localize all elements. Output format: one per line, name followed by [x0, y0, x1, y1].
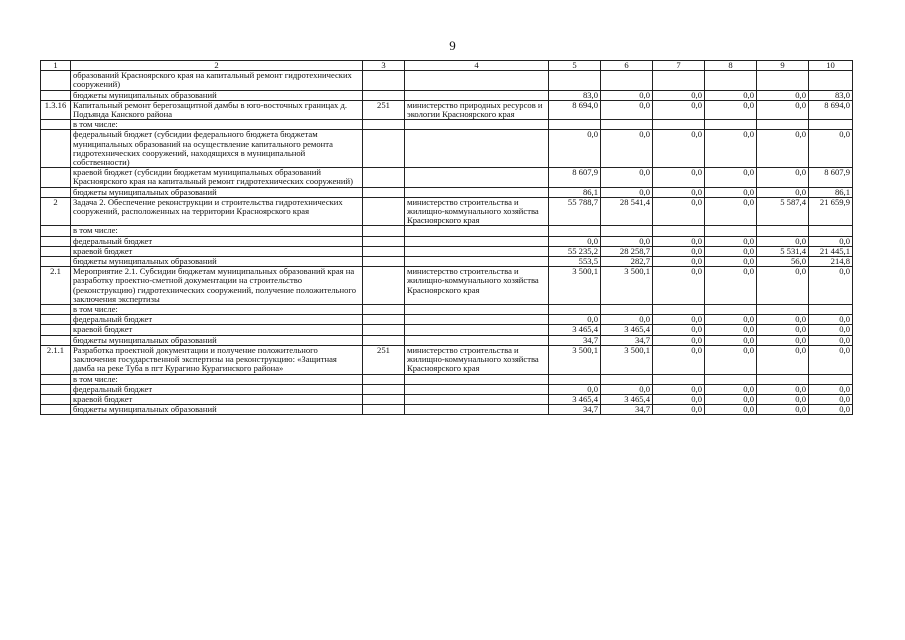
row-code-cell: [363, 305, 405, 315]
row-name-cell: федеральный бюджет: [71, 384, 363, 394]
header-cell: 10: [809, 61, 853, 71]
row-value-cell: 0,0: [653, 168, 705, 187]
row-code-cell: [363, 187, 405, 197]
row-number-cell: [41, 257, 71, 267]
row-value-cell: 0,0: [653, 197, 705, 226]
row-value-cell: 0,0: [757, 130, 809, 168]
row-value-cell: 0,0: [757, 100, 809, 119]
row-value-cell: [653, 374, 705, 384]
table-row: [41, 345, 853, 374]
row-value-cell: 0,0: [809, 236, 853, 246]
header-row: [41, 61, 853, 71]
row-value-cell: [705, 120, 757, 130]
row-value-cell: 553,5: [549, 257, 601, 267]
row-value-cell: 0,0: [809, 345, 853, 374]
row-value-cell: 28 541,4: [601, 197, 653, 226]
row-value-cell: 0,0: [757, 90, 809, 100]
row-value-cell: [757, 305, 809, 315]
row-code-cell: [363, 197, 405, 226]
row-value-cell: 21 445,1: [809, 246, 853, 256]
row-value-cell: 0,0: [809, 405, 853, 415]
row-executor-cell: [405, 71, 549, 90]
row-value-cell: 0,0: [705, 168, 757, 187]
row-value-cell: 3 500,1: [601, 267, 653, 305]
row-executor-cell: [405, 120, 549, 130]
header-cell: 8: [705, 61, 757, 71]
row-value-cell: 0,0: [705, 257, 757, 267]
row-value-cell: 3 500,1: [601, 345, 653, 374]
row-name-cell: Капитальный ремонт берегозащитной дамбы в юго-восточных границах д. Подъянда Канского района: [71, 100, 363, 119]
row-name-cell: бюджеты муниципальных образований: [71, 90, 363, 100]
table-row: [41, 187, 853, 197]
row-value-cell: 3 465,4: [549, 325, 601, 335]
row-number-cell: [41, 187, 71, 197]
row-value-cell: 86,1: [809, 187, 853, 197]
row-number-cell: [41, 236, 71, 246]
table-row: [41, 394, 853, 404]
row-name-cell: федеральный бюджет: [71, 315, 363, 325]
row-value-cell: 0,0: [653, 100, 705, 119]
row-value-cell: [601, 71, 653, 90]
row-value-cell: [705, 71, 757, 90]
row-value-cell: 8 694,0: [549, 100, 601, 119]
row-number-cell: 2.1: [41, 267, 71, 305]
row-value-cell: 0,0: [809, 267, 853, 305]
row-code-cell: [363, 246, 405, 256]
row-value-cell: 0,0: [705, 384, 757, 394]
row-value-cell: 0,0: [705, 236, 757, 246]
row-value-cell: 0,0: [705, 267, 757, 305]
row-value-cell: 0,0: [653, 394, 705, 404]
row-value-cell: 56,0: [757, 257, 809, 267]
row-name-cell: в том числе:: [71, 226, 363, 236]
row-number-cell: [41, 90, 71, 100]
row-value-cell: 55 788,7: [549, 197, 601, 226]
row-value-cell: 83,0: [549, 90, 601, 100]
row-executor-cell: [405, 405, 549, 415]
row-executor-cell: [405, 90, 549, 100]
header-cell: 1: [41, 61, 71, 71]
row-code-cell: 251: [363, 345, 405, 374]
row-value-cell: 0,0: [757, 405, 809, 415]
row-value-cell: 0,0: [653, 130, 705, 168]
header-cell: 7: [653, 61, 705, 71]
row-value-cell: 5 531,4: [757, 246, 809, 256]
row-number-cell: [41, 120, 71, 130]
row-name-cell: Разработка проектной документации и получение положительного заключения государственной экспертизы на реконструкцию: «Защитная дамба на реке Туба в пгт Курагино Курагинского района»: [71, 345, 363, 374]
row-value-cell: [809, 374, 853, 384]
row-value-cell: 8 607,9: [809, 168, 853, 187]
header-cell: 2: [71, 61, 363, 71]
row-value-cell: 0,0: [705, 187, 757, 197]
row-value-cell: 0,0: [705, 90, 757, 100]
row-code-cell: [363, 130, 405, 168]
row-value-cell: 0,0: [809, 130, 853, 168]
row-value-cell: 34,7: [601, 335, 653, 345]
row-value-cell: 8 607,9: [549, 168, 601, 187]
row-value-cell: 0,0: [653, 325, 705, 335]
row-code-cell: [363, 394, 405, 404]
row-number-cell: 2: [41, 197, 71, 226]
page-number: 9: [449, 38, 456, 53]
row-executor-cell: [405, 394, 549, 404]
table-row: [41, 90, 853, 100]
row-name-cell: краевой бюджет: [71, 394, 363, 404]
table-row: [41, 168, 853, 187]
table-row: [41, 267, 853, 305]
row-value-cell: 0,0: [757, 345, 809, 374]
row-value-cell: [809, 120, 853, 130]
row-value-cell: 0,0: [705, 130, 757, 168]
row-executor-cell: министерство строительства и жилищно-коммунального хозяйства Красноярского края: [405, 345, 549, 374]
row-executor-cell: [405, 374, 549, 384]
row-value-cell: 0,0: [757, 315, 809, 325]
table-row: [41, 71, 853, 90]
table-row: [41, 325, 853, 335]
row-value-cell: 0,0: [705, 315, 757, 325]
row-value-cell: [601, 374, 653, 384]
row-code-cell: [363, 335, 405, 345]
row-code-cell: [363, 325, 405, 335]
row-value-cell: 0,0: [601, 236, 653, 246]
row-executor-cell: [405, 187, 549, 197]
row-value-cell: 0,0: [653, 335, 705, 345]
row-name-cell: бюджеты муниципальных образований: [71, 405, 363, 415]
row-name-cell: образований Красноярского края на капитальный ремонт гидротехнических сооружений): [71, 71, 363, 90]
table-row: [41, 405, 853, 415]
row-value-cell: 0,0: [705, 197, 757, 226]
row-value-cell: 0,0: [757, 187, 809, 197]
row-executor-cell: министерство природных ресурсов и экологии Красноярского края: [405, 100, 549, 119]
row-value-cell: 0,0: [601, 90, 653, 100]
row-value-cell: 0,0: [653, 345, 705, 374]
row-executor-cell: [405, 168, 549, 187]
table-row: [41, 305, 853, 315]
row-name-cell: бюджеты муниципальных образований: [71, 257, 363, 267]
row-code-cell: [363, 236, 405, 246]
row-value-cell: 0,0: [757, 325, 809, 335]
row-executor-cell: [405, 315, 549, 325]
row-name-cell: краевой бюджет: [71, 246, 363, 256]
row-value-cell: 0,0: [653, 257, 705, 267]
row-value-cell: [653, 71, 705, 90]
row-number-cell: [41, 335, 71, 345]
row-value-cell: [549, 71, 601, 90]
row-value-cell: 55 235,2: [549, 246, 601, 256]
row-value-cell: 0,0: [757, 236, 809, 246]
row-value-cell: 0,0: [757, 384, 809, 394]
row-number-cell: [41, 325, 71, 335]
table-row: [41, 374, 853, 384]
row-number-cell: [41, 71, 71, 90]
row-value-cell: 0,0: [705, 394, 757, 404]
row-value-cell: 0,0: [705, 325, 757, 335]
row-name-cell: в том числе:: [71, 305, 363, 315]
row-value-cell: 0,0: [549, 236, 601, 246]
row-number-cell: [41, 226, 71, 236]
row-value-cell: [653, 305, 705, 315]
row-code-cell: [363, 315, 405, 325]
row-value-cell: [757, 374, 809, 384]
row-value-cell: [549, 374, 601, 384]
row-value-cell: 34,7: [549, 405, 601, 415]
row-executor-cell: [405, 236, 549, 246]
row-executor-cell: [405, 305, 549, 315]
table-row: [41, 335, 853, 345]
row-value-cell: 0,0: [653, 246, 705, 256]
row-code-cell: [363, 71, 405, 90]
row-value-cell: 0,0: [549, 384, 601, 394]
table-row: [41, 315, 853, 325]
row-value-cell: 3 500,1: [549, 345, 601, 374]
row-executor-cell: [405, 130, 549, 168]
table-row: [41, 130, 853, 168]
table-row: [41, 384, 853, 394]
row-value-cell: [549, 305, 601, 315]
row-value-cell: [757, 120, 809, 130]
table-row: [41, 226, 853, 236]
row-value-cell: [653, 226, 705, 236]
row-value-cell: 0,0: [601, 100, 653, 119]
row-value-cell: 8 694,0: [809, 100, 853, 119]
table-row: [41, 246, 853, 256]
table-row: [41, 197, 853, 226]
row-number-cell: [41, 374, 71, 384]
row-value-cell: 0,0: [705, 345, 757, 374]
row-number-cell: [41, 246, 71, 256]
row-code-cell: [363, 384, 405, 394]
row-value-cell: 0,0: [809, 335, 853, 345]
row-value-cell: 34,7: [549, 335, 601, 345]
row-value-cell: [549, 226, 601, 236]
row-value-cell: 3 500,1: [549, 267, 601, 305]
row-value-cell: 0,0: [549, 315, 601, 325]
row-value-cell: 0,0: [653, 384, 705, 394]
table-row: [41, 257, 853, 267]
row-code-cell: [363, 405, 405, 415]
row-number-cell: [41, 130, 71, 168]
row-value-cell: 3 465,4: [549, 394, 601, 404]
row-name-cell: краевой бюджет (субсидии бюджетам муниципальных образований Красноярского края на капитальный ремонт гидротехнических сооружений): [71, 168, 363, 187]
row-value-cell: 0,0: [601, 384, 653, 394]
row-value-cell: [705, 226, 757, 236]
row-executor-cell: министерство строительства и жилищно-коммунального хозяйства Красноярского края: [405, 197, 549, 226]
row-value-cell: 0,0: [653, 236, 705, 246]
row-value-cell: [705, 374, 757, 384]
row-value-cell: 0,0: [757, 168, 809, 187]
row-value-cell: 5 587,4: [757, 197, 809, 226]
table-row: [41, 236, 853, 246]
row-value-cell: 0,0: [653, 90, 705, 100]
row-executor-cell: министерство строительства и жилищно-коммунального хозяйства Красноярского края: [405, 267, 549, 305]
row-value-cell: 282,7: [601, 257, 653, 267]
row-value-cell: [653, 120, 705, 130]
row-value-cell: 0,0: [601, 315, 653, 325]
row-value-cell: 0,0: [809, 384, 853, 394]
row-value-cell: 83,0: [809, 90, 853, 100]
row-value-cell: 0,0: [705, 100, 757, 119]
row-code-cell: [363, 374, 405, 384]
row-value-cell: 0,0: [757, 394, 809, 404]
row-name-cell: в том числе:: [71, 374, 363, 384]
header-cell: 4: [405, 61, 549, 71]
row-name-cell: федеральный бюджет: [71, 236, 363, 246]
row-code-cell: [363, 267, 405, 305]
row-value-cell: 86,1: [549, 187, 601, 197]
row-executor-cell: [405, 257, 549, 267]
row-value-cell: 0,0: [653, 267, 705, 305]
row-value-cell: [601, 305, 653, 315]
row-number-cell: [41, 384, 71, 394]
row-value-cell: 0,0: [705, 246, 757, 256]
row-value-cell: 0,0: [757, 267, 809, 305]
row-name-cell: Задача 2. Обеспечение реконструкции и строительства гидротехнических сооружений, расположенных на территории Красноярского края: [71, 197, 363, 226]
header-cell: 9: [757, 61, 809, 71]
row-code-cell: 251: [363, 100, 405, 119]
row-number-cell: [41, 168, 71, 187]
row-name-cell: федеральный бюджет (субсидии федерального бюджета бюджетам муниципальных образований на осуществление капитального ремонта гидротехнических сооружений, находящихся в муниципальной собственности): [71, 130, 363, 168]
row-executor-cell: [405, 384, 549, 394]
row-value-cell: 0,0: [653, 187, 705, 197]
row-number-cell: 2.1.1: [41, 345, 71, 374]
row-value-cell: 0,0: [653, 405, 705, 415]
row-name-cell: Мероприятие 2.1. Субсидии бюджетам муниципальных образований края на разработку проектно-сметной документации на строительство (реконструкцию) гидротехнических сооружений, получение положительного заключения экспертизы: [71, 267, 363, 305]
row-value-cell: [601, 120, 653, 130]
row-name-cell: в том числе:: [71, 120, 363, 130]
row-value-cell: 0,0: [809, 394, 853, 404]
row-value-cell: 34,7: [601, 405, 653, 415]
row-executor-cell: [405, 335, 549, 345]
row-value-cell: [549, 120, 601, 130]
row-value-cell: 28 258,7: [601, 246, 653, 256]
row-name-cell: краевой бюджет: [71, 325, 363, 335]
row-value-cell: 21 659,9: [809, 197, 853, 226]
header-cell: 5: [549, 61, 601, 71]
row-value-cell: [757, 71, 809, 90]
row-value-cell: 0,0: [809, 315, 853, 325]
row-name-cell: бюджеты муниципальных образований: [71, 187, 363, 197]
row-code-cell: [363, 120, 405, 130]
row-value-cell: 214,8: [809, 257, 853, 267]
row-number-cell: [41, 405, 71, 415]
row-number-cell: 1.3.16: [41, 100, 71, 119]
row-value-cell: [705, 305, 757, 315]
row-value-cell: [601, 226, 653, 236]
row-value-cell: 0,0: [601, 168, 653, 187]
row-value-cell: 0,0: [757, 335, 809, 345]
row-executor-cell: [405, 226, 549, 236]
row-value-cell: 0,0: [601, 187, 653, 197]
row-code-cell: [363, 257, 405, 267]
row-value-cell: 3 465,4: [601, 394, 653, 404]
row-number-cell: [41, 305, 71, 315]
row-executor-cell: [405, 246, 549, 256]
row-code-cell: [363, 226, 405, 236]
row-value-cell: 0,0: [653, 315, 705, 325]
row-value-cell: [809, 71, 853, 90]
row-value-cell: [757, 226, 809, 236]
row-name-cell: бюджеты муниципальных образований: [71, 335, 363, 345]
table-row: [41, 120, 853, 130]
row-value-cell: 0,0: [601, 130, 653, 168]
row-value-cell: 3 465,4: [601, 325, 653, 335]
header-cell: 3: [363, 61, 405, 71]
row-value-cell: 0,0: [705, 405, 757, 415]
budget-table: [40, 60, 853, 415]
table-row: [41, 100, 853, 119]
row-value-cell: 0,0: [705, 335, 757, 345]
row-value-cell: [809, 226, 853, 236]
row-value-cell: 0,0: [809, 325, 853, 335]
row-value-cell: [809, 305, 853, 315]
row-executor-cell: [405, 325, 549, 335]
row-value-cell: 0,0: [549, 130, 601, 168]
row-number-cell: [41, 394, 71, 404]
header-cell: 6: [601, 61, 653, 71]
row-number-cell: [41, 315, 71, 325]
row-code-cell: [363, 168, 405, 187]
row-code-cell: [363, 90, 405, 100]
